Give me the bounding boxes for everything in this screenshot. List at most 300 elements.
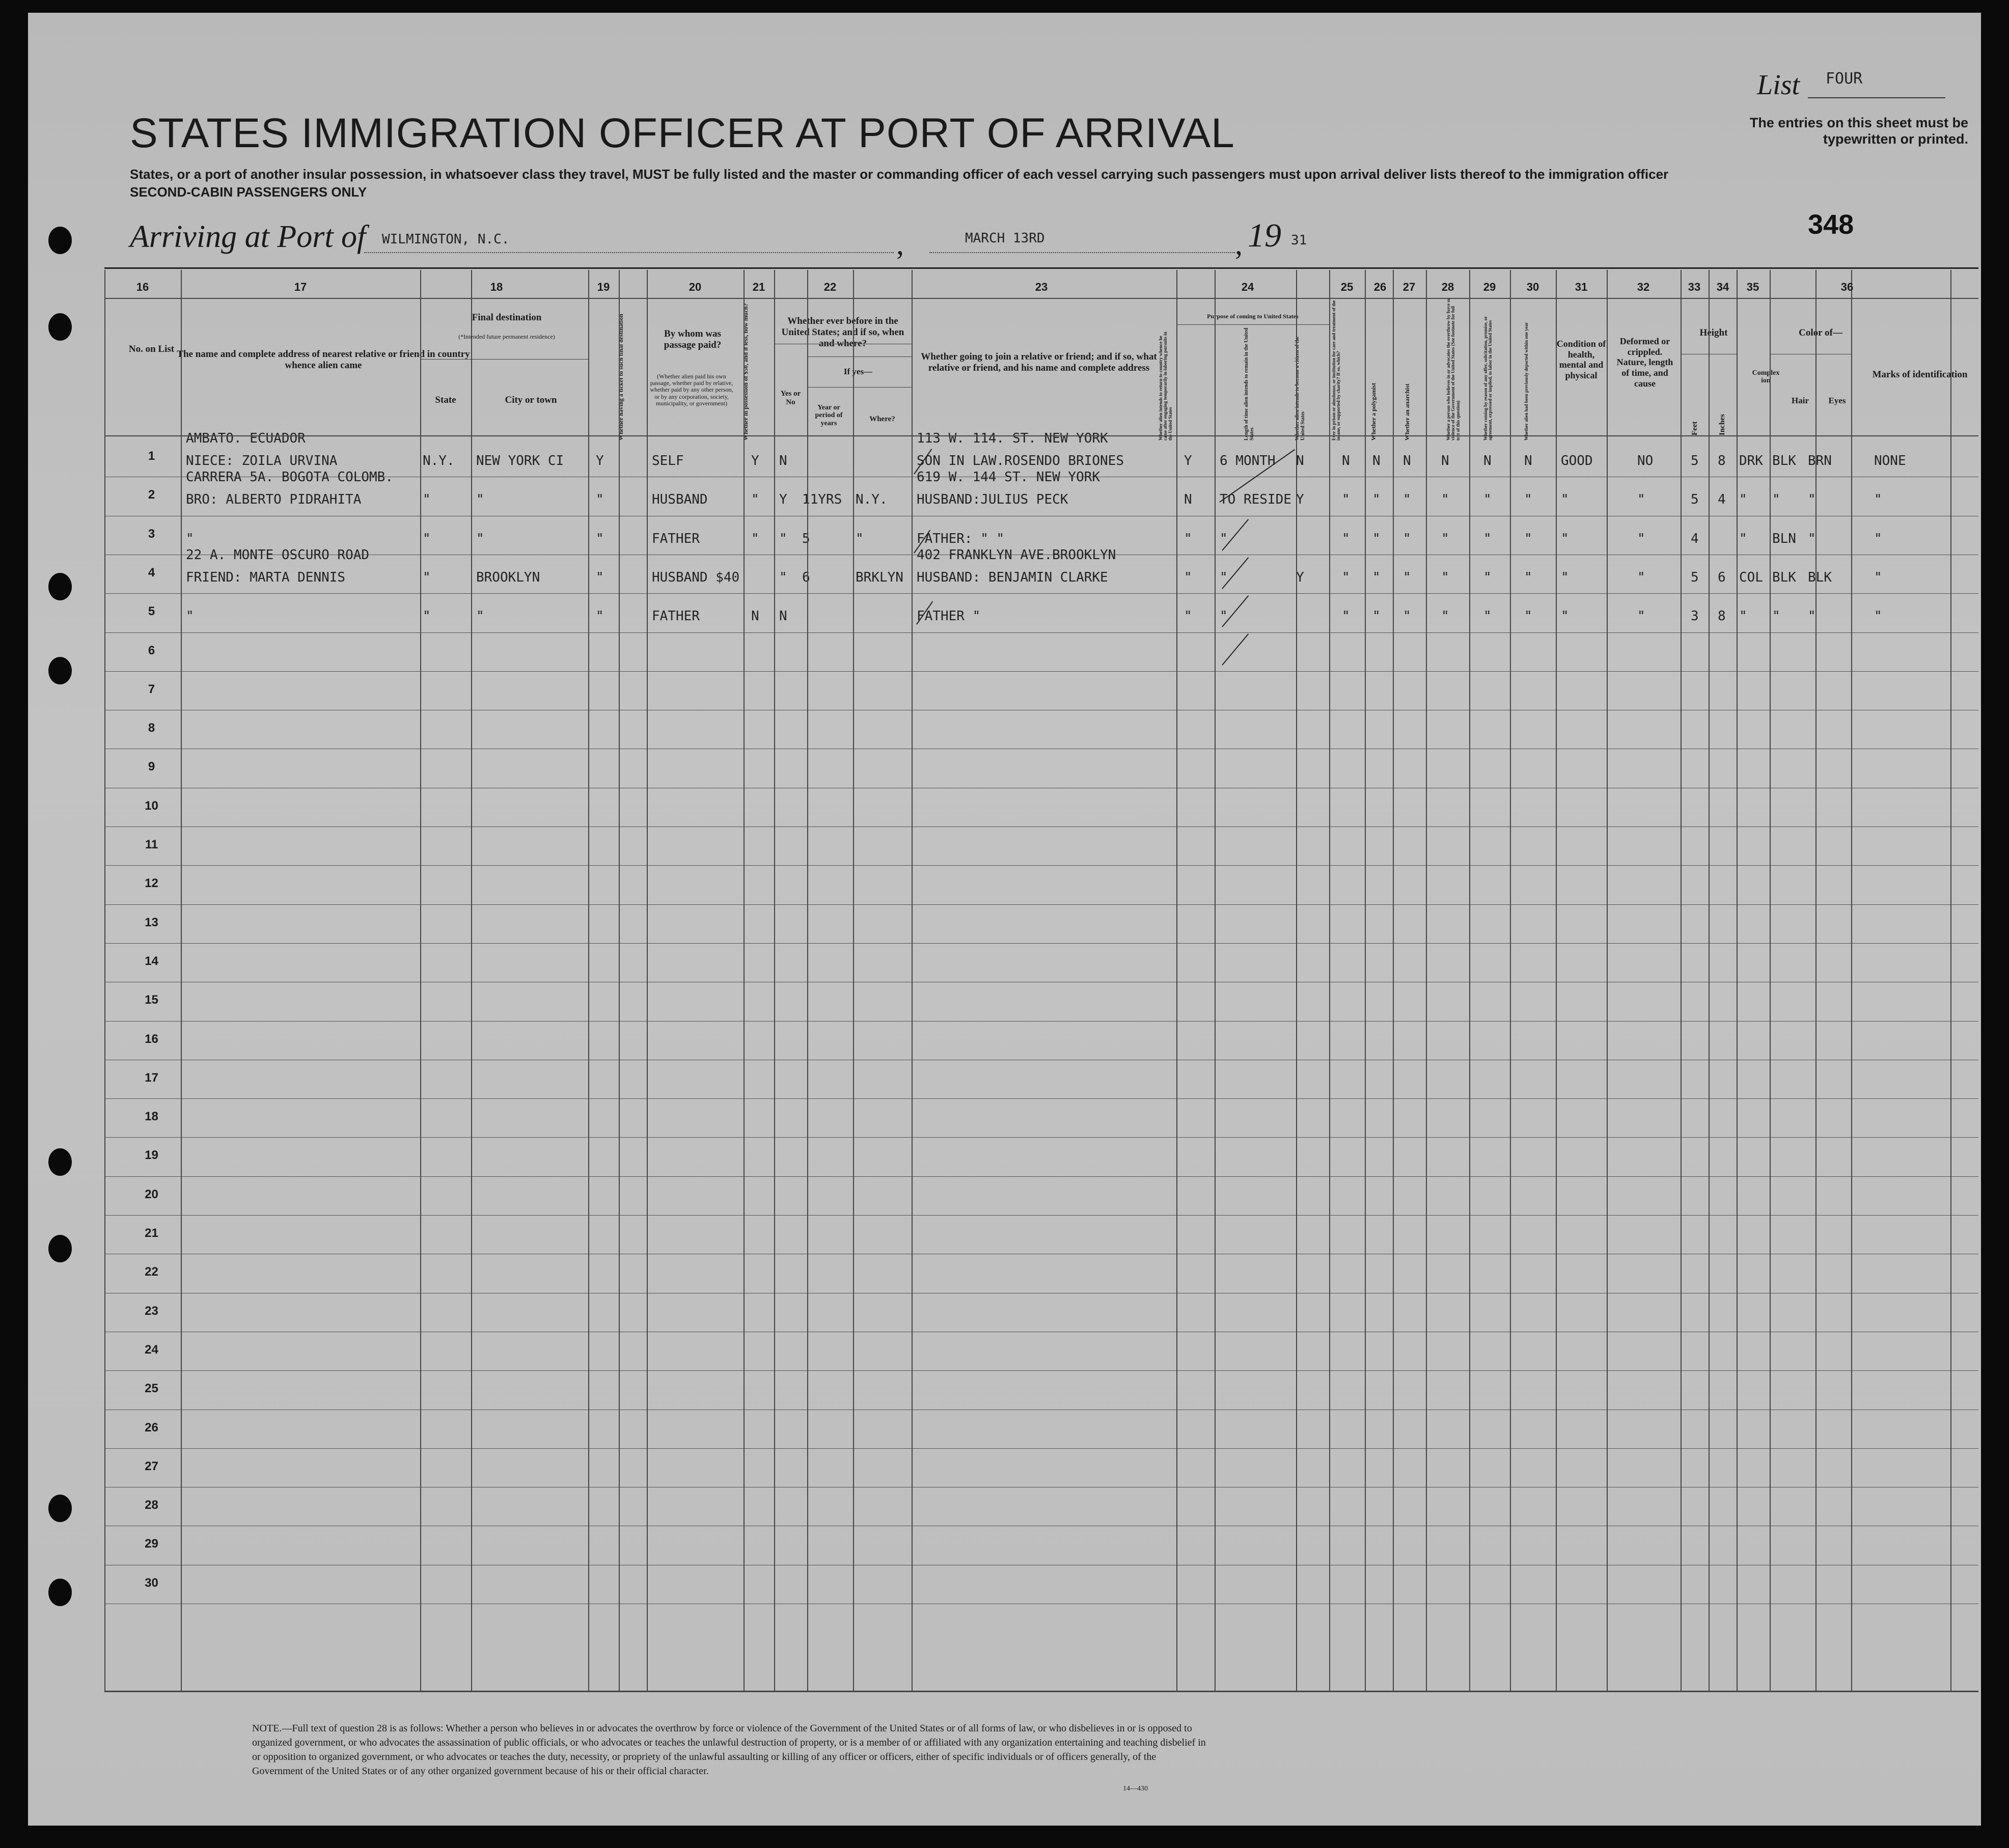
row-number: 30: [145, 1576, 158, 1590]
header-passage-paid-sub: (Whether alien paid his own passage, whether paid by relative, whether paid by any other person, or by any corporation, society, municipality, or government): [650, 373, 733, 407]
cell-hair: BLK: [1772, 453, 1796, 468]
cell-paid: HUSBAND $40: [652, 569, 740, 585]
row-number: 20: [145, 1187, 158, 1201]
cell-state: ": [423, 492, 431, 508]
cell-health: ": [1561, 531, 1569, 546]
row-number: 4: [148, 565, 155, 580]
column-number: 32: [1637, 281, 1650, 293]
cell-relative-line2: ": [186, 531, 194, 546]
cell-deported: ": [1524, 531, 1532, 546]
cell-years: 5: [802, 531, 810, 546]
cell-ticket: ": [596, 531, 604, 546]
row-number: 6: [148, 643, 155, 657]
grid-hline: [807, 387, 912, 388]
row-number: 16: [145, 1032, 158, 1046]
cell-marks: ": [1874, 492, 1882, 508]
column-number: 19: [597, 281, 610, 293]
header-fifty-dollars: Whether in possession of $50, and if less, how much?: [742, 303, 749, 440]
grid-vline: [1681, 270, 1682, 1691]
cell-offer: ": [1483, 492, 1492, 508]
grid-vline: [1737, 270, 1738, 1691]
grid-vline: [744, 270, 745, 1691]
header-marks: Marks of identification: [1872, 369, 1968, 380]
row-number: 12: [145, 876, 158, 891]
cell-anarchist: ": [1403, 569, 1411, 585]
punch-hole: [48, 227, 72, 254]
cell-health: ": [1561, 569, 1569, 585]
cell-paid: FATHER: [652, 531, 700, 546]
cell-prison: ": [1342, 569, 1350, 585]
grid-vline: [1851, 270, 1852, 1691]
cell-city: ": [476, 531, 484, 546]
row-number: 28: [145, 1498, 158, 1512]
row-number: 3: [148, 527, 155, 541]
cell-join-line2: HUSBAND: BENJAMIN CLARKE: [917, 569, 1108, 585]
cell-length: TO RESIDE: [1220, 492, 1291, 508]
punch-hole: [48, 1579, 72, 1606]
cell-believer: ": [1441, 531, 1449, 546]
header-where: Where?: [869, 415, 895, 423]
cell-relative-line2: NIECE: ZOILA URVINA: [186, 453, 338, 468]
header-offer: Whether coming by reason of any offer, solicitation, promise, or agreement, expressed or implied, to labor in the United States: [1483, 316, 1493, 440]
cell-offer: ": [1483, 531, 1492, 546]
header-nearest-relative: The name and complete address of nearest relative or friend in country whence alien came: [177, 349, 470, 371]
cell-join-line1: 619 W. 144 ST. NEW YORK: [917, 470, 1100, 485]
grid-vline: [1950, 270, 1951, 1691]
grid-vline: [1426, 270, 1427, 1691]
cell-where: ": [856, 531, 864, 546]
row-line: [104, 1021, 1978, 1022]
list-label: List: [1757, 69, 1800, 101]
row-number: 1: [148, 449, 155, 463]
column-number: 24: [1241, 281, 1254, 293]
cell-believer: N: [1441, 453, 1449, 468]
year-prefix: 19: [1248, 217, 1281, 254]
cell-return: ": [1184, 609, 1192, 624]
cell-believer: ": [1441, 492, 1449, 508]
year-suffix: 31: [1291, 233, 1307, 248]
grid-vline: [1215, 270, 1216, 1691]
column-number: 25: [1340, 281, 1354, 293]
cell-join-line2: FATHER ": [917, 609, 981, 624]
cell-marks: ": [1874, 531, 1882, 546]
cell-offer: N: [1483, 453, 1492, 468]
cell-return: N: [1184, 492, 1192, 508]
cell-state: ": [423, 569, 431, 585]
comma: ,: [1235, 227, 1243, 261]
grid-vline: [104, 270, 105, 1691]
arriving-label: Arriving at Port of: [130, 219, 366, 254]
header-ever-before: Whether ever before in the United States; and if so, when and where?: [781, 316, 904, 349]
cell-relative-line1: AMBATO. ECUADOR: [186, 431, 306, 446]
instructions-text: States, or a port of another insular possession, in whatsoever class they travel, MUST be fully listed and the master or commanding officer of each vessel carrying such passengers must upon arrival deliver lists thereof to the immigration officer: [130, 167, 1669, 182]
cell-join-line2: FATHER: " ": [917, 531, 1005, 546]
cell-fifty: N: [751, 609, 759, 624]
cell-fifty: ": [751, 492, 759, 508]
header-purpose-length: Length of time alien intends to remain in the United States: [1244, 327, 1255, 440]
header-purpose-citizen: Whether alien intends to become a citizen of the United States: [1295, 336, 1306, 440]
cell-polygamist: ": [1372, 609, 1381, 624]
cell-eyes: ": [1808, 492, 1816, 508]
column-number: 22: [823, 281, 837, 293]
cell-join-line2: SON IN LAW.ROSENDO BRIONES: [917, 453, 1124, 468]
passenger-class: SECOND-CABIN PASSENGERS ONLY: [130, 184, 367, 200]
header-join-relative: Whether going to join a relative or friend; and if so, what relative or friend, and his name and complete address: [921, 351, 1157, 373]
header-city: City or town: [505, 395, 557, 405]
cell-prison: ": [1342, 492, 1350, 508]
grid-vline: [1469, 270, 1470, 1691]
cell-health: ": [1561, 609, 1569, 624]
cell-relative-line2: FRIEND: MARTA DENNIS: [186, 569, 346, 585]
cell-join-line1: 113 W. 114. ST. NEW YORK: [917, 431, 1108, 446]
header-health: Condition of health, mental and physical: [1556, 339, 1606, 381]
grid-vline: [807, 270, 808, 1691]
cell-inches: 8: [1718, 609, 1726, 624]
cell-polygamist: N: [1372, 453, 1381, 468]
cell-length: 6 MONTH: [1220, 453, 1276, 468]
row-number: 2: [148, 488, 155, 502]
header-if-yes: If yes—: [843, 367, 873, 376]
column-number: 30: [1526, 281, 1539, 293]
grid-vline: [181, 270, 182, 1691]
row-number: 18: [145, 1110, 158, 1124]
header-no-on-list: No. on List: [128, 344, 175, 354]
cell-relative-line2: ": [186, 609, 194, 624]
row-number: 19: [145, 1148, 158, 1163]
grid-vline: [774, 270, 775, 1691]
row-number: 11: [145, 838, 158, 851]
header-polygamist: Whether a polygamist: [1370, 382, 1377, 440]
row-number: 10: [145, 798, 158, 813]
grid-vline: [1329, 270, 1330, 1691]
grid-vline: [1510, 270, 1511, 1691]
row-number: 22: [145, 1265, 158, 1279]
row-number: 25: [145, 1382, 158, 1396]
cell-state: ": [423, 609, 431, 624]
cell-offer: ": [1483, 569, 1492, 585]
instructions: [130, 166, 1912, 201]
column-number: 26: [1373, 281, 1387, 293]
cell-inches: 4: [1718, 492, 1726, 508]
cell-complexion: ": [1739, 492, 1747, 508]
row-line: [104, 1370, 1978, 1371]
row-number: 23: [145, 1304, 158, 1318]
grid-hline: [807, 356, 912, 357]
header-deported: Whether alien had been previously deported within one year: [1524, 322, 1529, 440]
cell-paid: FATHER: [652, 609, 700, 624]
cell-paid: HUSBAND: [652, 492, 708, 508]
cell-eyes: BLK: [1808, 569, 1832, 585]
grid-vline: [619, 270, 620, 1691]
grid-vline: [1709, 270, 1710, 1691]
grid-vline: [1365, 270, 1366, 1691]
cell-complexion: ": [1739, 609, 1747, 624]
footnote: NOTE.—Full text of question 28 is as follows: Whether a person who believes in or advocates the overthrow by force or violence of the Government of the United States or of all forms of law, or who disbelieves in or is opposed to organized government, or who advocates the assassination of public officials, or who advocates or teaches the unlawful destruction of property, or is a member of or affiliated with any organization entertaining and teaching disbelief in or opposition to organized government, or who advocates or teaches the duty, necessity, or propriety of the unlawful assaulting or killing of any officer or officers, either of specific individuals or of officers generally, of the Government of the United States or of any other organized government because of his or their official character.: [252, 1723, 1206, 1777]
header-purpose: Purpose of coming to United States: [1207, 313, 1299, 320]
column-number: 20: [689, 281, 702, 293]
row-line: [104, 1137, 1978, 1138]
cell-return: ": [1184, 569, 1192, 585]
grid-hline: [1176, 324, 1329, 325]
column-number: 16: [136, 281, 149, 293]
cell-years: 11YRS: [802, 492, 842, 508]
header-final-destination-sub: (*Intended future permanent residence): [458, 333, 555, 340]
cell-feet: 3: [1691, 609, 1699, 624]
cell-feet: 5: [1691, 569, 1699, 585]
header-color-of: Color of—: [1799, 327, 1842, 338]
grid-vline: [1556, 270, 1557, 1691]
cell-polygamist: ": [1372, 492, 1381, 508]
check-mark: [1222, 633, 1249, 666]
cell-fifty: Y: [751, 453, 759, 468]
cell-deformed: ": [1637, 609, 1645, 624]
header-prison: Ever in prison or almshouse, or institution for care and treatment of the insane, or supported by charity? If so, which?: [1331, 300, 1341, 440]
cell-city: NEW YORK CI: [476, 453, 564, 468]
cell-years: 6: [802, 569, 810, 585]
cell-hair: BLN: [1772, 531, 1796, 546]
cell-anarchist: ": [1403, 492, 1411, 508]
cell-ticket: ": [596, 609, 604, 624]
punch-hole: [48, 1495, 72, 1522]
port-value: WILMINGTON, N.C.: [382, 232, 510, 247]
cell-relative-line1: 22 A. MONTE OSCURO ROAD: [186, 547, 370, 563]
cell-deformed: ": [1637, 492, 1645, 508]
cell-ever: N: [779, 453, 787, 468]
cell-hair: BLK: [1772, 569, 1796, 585]
grid-vline: [853, 270, 854, 1691]
cell-relative-line2: BRO: ALBERTO PIDRAHITA: [186, 492, 362, 508]
header-state: State: [435, 395, 456, 405]
cell-believer: ": [1441, 569, 1449, 585]
row-line: [104, 826, 1978, 827]
row-number: 27: [145, 1459, 158, 1473]
header-final-destination: Final destination: [472, 312, 542, 323]
page-title: STATES IMMIGRATION OFFICER AT PORT OF ARRIVAL: [130, 110, 1235, 156]
header-eyes: Eyes: [1828, 396, 1846, 405]
row-number: 13: [145, 915, 158, 929]
row-number: 8: [148, 721, 155, 735]
column-number: 28: [1441, 281, 1454, 293]
header-inches: Inches: [1718, 414, 1726, 435]
cell-marks: ": [1874, 569, 1882, 585]
grid-vline: [912, 270, 913, 1691]
cell-deformed: NO: [1637, 453, 1654, 468]
cell-deported: ": [1524, 492, 1532, 508]
row-line: [104, 632, 1978, 633]
header-year-period: Year or period of years: [815, 404, 843, 427]
row-number: 15: [145, 993, 158, 1007]
grid-vline: [1770, 270, 1771, 1691]
row-line: [104, 1098, 1978, 1099]
row-number: 14: [145, 954, 158, 968]
cell-ticket: ": [596, 492, 604, 508]
cell-feet: 5: [1691, 453, 1699, 468]
cell-ticket: Y: [596, 453, 604, 468]
column-number: 31: [1575, 281, 1588, 293]
row-number: 29: [145, 1537, 158, 1551]
cell-hair: ": [1772, 492, 1780, 508]
cell-citizen: N: [1296, 453, 1304, 468]
row-line: [104, 943, 1978, 944]
date-value: MARCH 13RD: [965, 231, 1045, 246]
cell-length: ": [1220, 569, 1228, 585]
cell-marks: NONE: [1874, 453, 1906, 468]
row-line: [104, 1176, 1978, 1177]
cell-marks: ": [1874, 609, 1882, 624]
cell-prison: ": [1342, 531, 1350, 546]
grid-vline: [420, 270, 421, 1691]
cell-state: N.Y.: [423, 453, 455, 468]
row-number: 17: [145, 1070, 158, 1085]
cell-citizen: Y: [1296, 569, 1304, 585]
grid-hline: [104, 435, 1978, 436]
cell-where: N.Y.: [856, 492, 888, 508]
header-complexion: Complexion: [1752, 369, 1780, 385]
cell-inches: 8: [1718, 453, 1726, 468]
row-line: [104, 865, 1978, 866]
header-feet: Feet: [1691, 421, 1699, 435]
grid-vline: [1176, 270, 1177, 1691]
grid-vline: [588, 270, 589, 1691]
cell-ever: ": [779, 569, 787, 585]
cell-deformed: ": [1637, 531, 1645, 546]
cell-feet: 5: [1691, 492, 1699, 508]
row-number: 9: [148, 760, 155, 774]
cell-deported: N: [1524, 453, 1532, 468]
cell-deported: ": [1524, 569, 1532, 585]
grid-vline: [1815, 270, 1817, 1691]
header-hair: Hair: [1792, 396, 1809, 405]
row-line: [104, 593, 1978, 594]
grid-vline: [647, 270, 648, 1691]
grid-vline: [1393, 270, 1394, 1691]
cell-citizen: Y: [1296, 492, 1304, 508]
header-yes-no: Yes or No: [780, 390, 801, 406]
cell-believer: ": [1441, 609, 1449, 624]
punch-hole: [48, 1235, 72, 1262]
cell-where: BRKLYN: [856, 569, 903, 585]
column-number: 35: [1746, 281, 1759, 293]
row-line: [104, 671, 1978, 672]
header-passage-paid: By whom was passage paid?: [664, 328, 722, 350]
row-line: [104, 904, 1978, 905]
cell-ticket: ": [596, 569, 604, 585]
form-code: 14—430: [1123, 1785, 1148, 1792]
punch-hole: [48, 1148, 72, 1176]
cell-ever: N: [779, 609, 787, 624]
column-number: 17: [294, 281, 307, 293]
punch-hole: [48, 657, 72, 684]
grid-hline: [420, 359, 588, 360]
cell-anarchist: N: [1403, 453, 1411, 468]
column-number: 27: [1402, 281, 1416, 293]
cell-complexion: ": [1739, 531, 1747, 546]
column-number: 36: [1840, 281, 1854, 293]
cell-city: BROOKLYN: [476, 569, 540, 585]
comma: ,: [896, 227, 904, 261]
cell-anarchist: ": [1403, 531, 1411, 546]
column-number: 23: [1035, 281, 1048, 293]
cell-city: ": [476, 609, 484, 624]
grid-vline: [1607, 270, 1608, 1691]
cell-length: ": [1220, 531, 1228, 546]
top-rule: [104, 267, 1978, 269]
date-underline: [929, 252, 1235, 253]
port-underline: [364, 252, 894, 253]
grid-hline: [104, 298, 1978, 299]
cell-health: ": [1561, 492, 1569, 508]
cell-polygamist: ": [1372, 531, 1381, 546]
cell-feet: 4: [1691, 531, 1699, 546]
cell-polygamist: ": [1372, 569, 1381, 585]
grid-vline: [471, 270, 472, 1691]
cell-eyes: BRN: [1808, 453, 1832, 468]
cell-return: Y: [1184, 453, 1192, 468]
header-anarchist: Whether an anarchist: [1403, 383, 1411, 440]
grid-vline: [1296, 270, 1297, 1691]
row-number: 26: [145, 1420, 158, 1435]
cell-eyes: ": [1808, 531, 1816, 546]
cell-prison: N: [1342, 453, 1350, 468]
cell-inches: 6: [1718, 569, 1726, 585]
cell-state: ": [423, 531, 431, 546]
row-number: 5: [148, 604, 155, 619]
row-number: 7: [148, 682, 155, 696]
punch-hole: [48, 313, 72, 341]
cell-complexion: DRK: [1739, 453, 1763, 468]
cell-health: GOOD: [1561, 453, 1593, 468]
cell-ever: Y: [779, 492, 787, 508]
row-line: [104, 1448, 1978, 1449]
row-number: 24: [145, 1342, 158, 1357]
sheet-stamp: 348: [1808, 209, 1854, 240]
punch-hole: [48, 573, 72, 600]
cell-deported: ": [1524, 609, 1532, 624]
header-ticket: Whether having a ticket to such final destination: [617, 314, 624, 440]
cell-length: ": [1220, 609, 1228, 624]
cell-hair: ": [1772, 609, 1780, 624]
header-believer: Whether a person who believes in or advocates the overthrow by force or violence of the Government of the United States (See footnote for full text of this question): [1446, 298, 1461, 440]
cell-fifty: ": [751, 531, 759, 546]
cell-relative-line1: CARRERA 5A. BOGOTA COLOMB.: [186, 470, 393, 485]
cell-join-line2: HUSBAND:JULIUS PECK: [917, 492, 1068, 508]
cell-eyes: ": [1808, 609, 1816, 624]
cell-offer: ": [1483, 609, 1492, 624]
cell-return: ": [1184, 531, 1192, 546]
column-number: 34: [1716, 281, 1729, 293]
header-height: Height: [1699, 327, 1728, 338]
header-deformed: Deformed or crippled. Nature, length of time, and cause: [1616, 336, 1673, 389]
cell-join-line1: 402 FRANKLYN AVE.BROOKLYN: [917, 547, 1116, 563]
typed-note: The entries on this sheet must be typewritten or printed.: [1749, 115, 1968, 147]
cell-prison: ": [1342, 609, 1350, 624]
cell-city: ": [476, 492, 484, 508]
cell-paid: SELF: [652, 453, 684, 468]
column-number: 29: [1483, 281, 1496, 293]
cell-ever: ": [779, 531, 787, 546]
row-number: 21: [145, 1226, 158, 1240]
cell-complexion: COL: [1739, 569, 1763, 585]
bottom-rule: [104, 1691, 1978, 1692]
cell-deformed: ": [1637, 569, 1645, 585]
row-line: [104, 1215, 1978, 1216]
list-value: FOUR: [1826, 70, 1863, 88]
column-number: 33: [1688, 281, 1701, 293]
list-underline: [1808, 97, 1945, 98]
column-number: 18: [490, 281, 503, 293]
column-number: 21: [752, 281, 765, 293]
cell-anarchist: ": [1403, 609, 1411, 624]
